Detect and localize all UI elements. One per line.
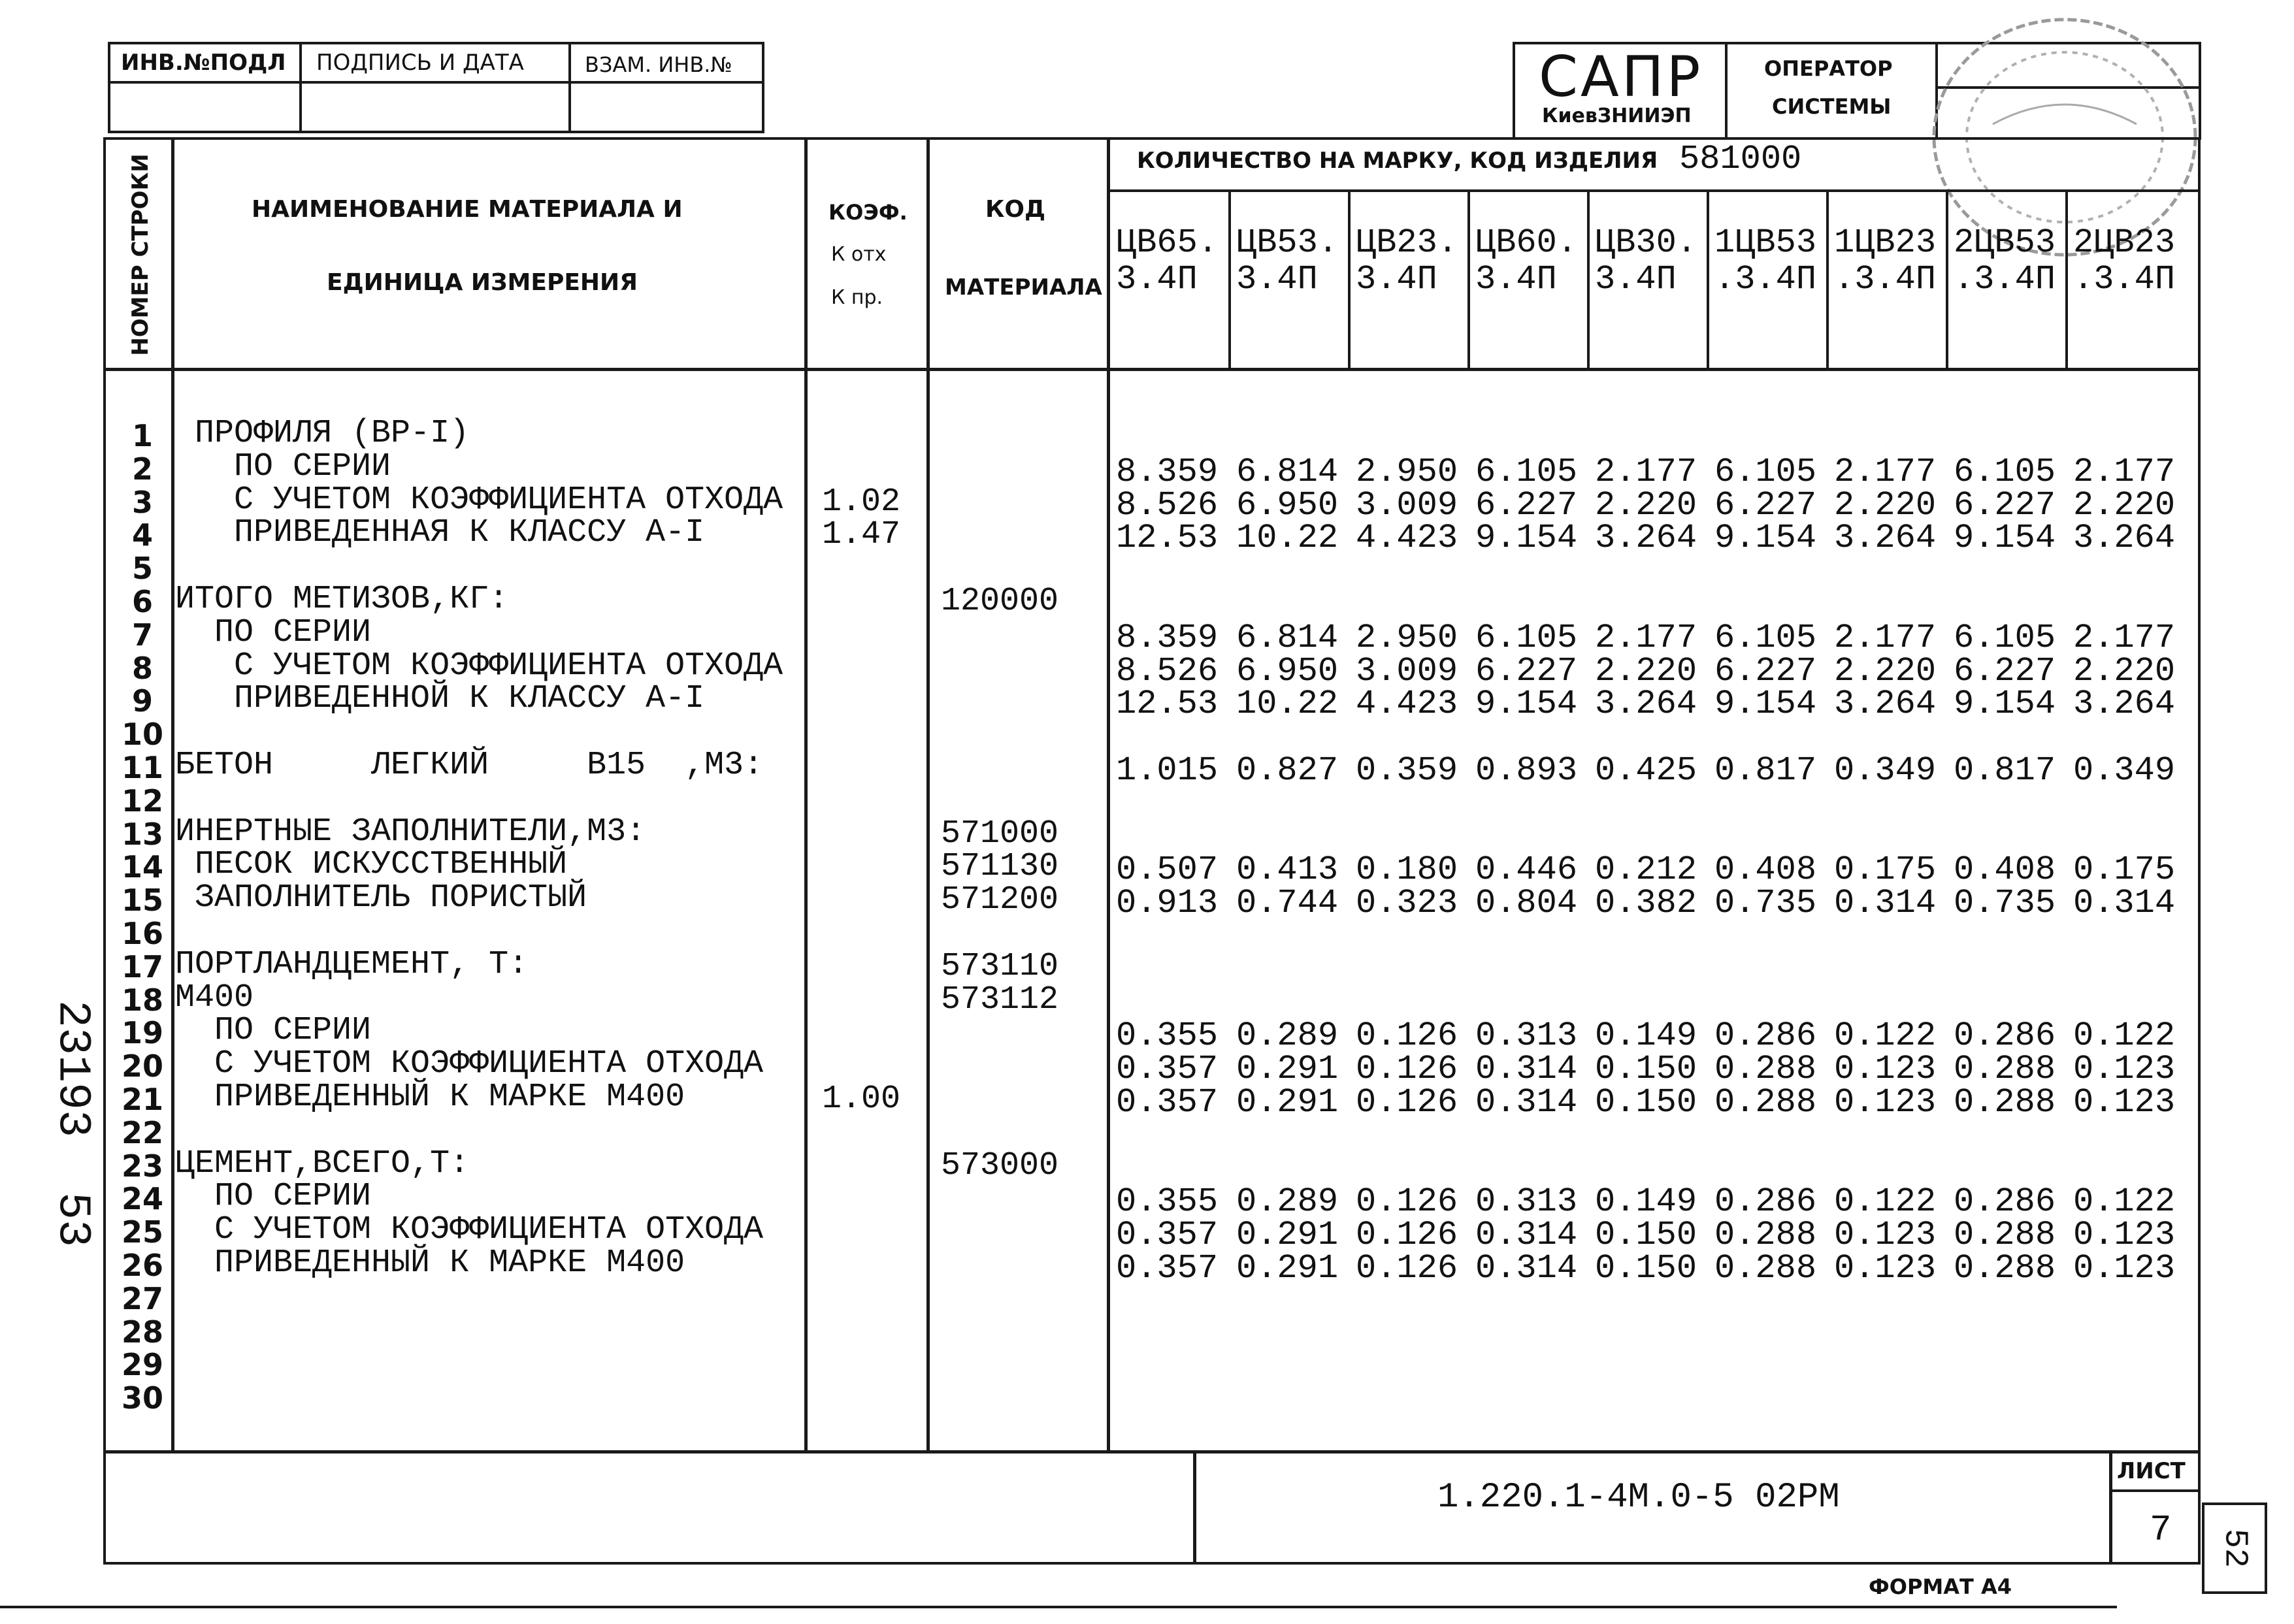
material-name: БЕТОН ЛЕГКИЙ В15 ,М3: bbox=[175, 747, 764, 784]
material-name: ЗАПОЛНИТЕЛЬ ПОРИСТЫЙ bbox=[175, 879, 587, 917]
quantity-cell: 6.227 bbox=[1475, 486, 1578, 525]
quantity-cell: 9.154 bbox=[1714, 519, 1817, 557]
quantity-cell: 8.526 bbox=[1116, 652, 1219, 690]
quantity-cell: 0.744 bbox=[1236, 884, 1339, 922]
mark-header: 2ЦВ53 bbox=[1954, 223, 2056, 262]
quantity-cell: 0.289 bbox=[1236, 1016, 1339, 1055]
quantity-cell: 0.357 bbox=[1116, 1249, 1219, 1288]
quantity-cell: 0.122 bbox=[1834, 1182, 1937, 1221]
quantity-cell: 9.154 bbox=[1475, 685, 1578, 723]
header-code-line2: МАТЕРИАЛА bbox=[945, 274, 1102, 300]
quantity-cell: 0.288 bbox=[1954, 1050, 2056, 1088]
quantity-cell: 2.950 bbox=[1356, 619, 1458, 657]
quantity-cell: 6.105 bbox=[1714, 453, 1817, 491]
material-name: ПРИВЕДЕННОЙ К КЛАССУ А-I bbox=[175, 680, 705, 717]
quantity-cell: 0.735 bbox=[1954, 884, 2056, 922]
quantity-cell: 0.827 bbox=[1236, 751, 1339, 790]
quantity-cell: 0.313 bbox=[1475, 1182, 1578, 1221]
quantity-cell: 0.180 bbox=[1356, 851, 1458, 889]
quantity-cell: 0.804 bbox=[1475, 884, 1578, 922]
material-name: ПОРТЛАНДЦЕМЕНТ, Т: bbox=[175, 946, 529, 983]
row-number: 13 bbox=[121, 817, 163, 852]
row-number: 18 bbox=[121, 983, 163, 1018]
material-name: ПО СЕРИИ bbox=[175, 448, 391, 485]
quantity-cell: 0.288 bbox=[1714, 1216, 1817, 1254]
row-number: 29 bbox=[121, 1347, 163, 1382]
row-number: 15 bbox=[121, 883, 163, 918]
quantity-cell: 0.288 bbox=[1954, 1249, 2056, 1288]
mark-header: ЦВ60. bbox=[1475, 223, 1578, 262]
quantity-cell: 4.423 bbox=[1356, 519, 1458, 557]
quantity-cell: 0.150 bbox=[1595, 1083, 1697, 1122]
quantity-cell: 0.286 bbox=[1714, 1016, 1817, 1055]
quantity-cell: 0.288 bbox=[1954, 1083, 2056, 1122]
quantity-cell: 6.227 bbox=[1954, 652, 2056, 690]
quantity-cell: 12.53 bbox=[1116, 519, 1219, 557]
quantity-cell: 2.950 bbox=[1356, 453, 1458, 491]
sheet-label: ЛИСТ bbox=[2117, 1458, 2186, 1484]
quantity-cell: 0.291 bbox=[1236, 1050, 1339, 1088]
row-number: 25 bbox=[121, 1214, 163, 1250]
material-name: ИТОГО МЕТИЗОВ,КГ: bbox=[175, 581, 509, 618]
quantity-cell: 3.264 bbox=[1595, 519, 1697, 557]
material-name: М400 bbox=[175, 979, 254, 1016]
header-coef-line2: К отх bbox=[831, 243, 887, 266]
header-coef-line3: К пр. bbox=[831, 286, 883, 309]
material-name: ПО СЕРИИ bbox=[175, 1178, 372, 1215]
quantity-cell: 0.817 bbox=[1714, 751, 1817, 790]
quantity-cell: 0.735 bbox=[1714, 884, 1817, 922]
material-name: ПО СЕРИИ bbox=[175, 614, 372, 651]
quantity-cell: 0.289 bbox=[1236, 1182, 1339, 1221]
quantity-cell: 0.408 bbox=[1954, 851, 2056, 889]
row-number: 4 bbox=[131, 517, 153, 553]
quantity-cell: 0.123 bbox=[1834, 1050, 1937, 1088]
quantity-cell: 0.314 bbox=[1475, 1216, 1578, 1254]
quantity-cell: 2.220 bbox=[1834, 652, 1937, 690]
sapr-org: КиевЗНИИЭП bbox=[1542, 105, 1692, 127]
quantity-cell: 3.264 bbox=[1595, 685, 1697, 723]
row-number: 9 bbox=[131, 683, 153, 719]
quantity-cell: 0.286 bbox=[1954, 1182, 2056, 1221]
quantity-cell: 6.105 bbox=[1954, 619, 2056, 657]
quantity-cell: 0.126 bbox=[1356, 1016, 1458, 1055]
quantity-cell: 0.123 bbox=[1834, 1249, 1937, 1288]
format-label: ФОРМАТ А4 bbox=[1869, 1574, 2012, 1599]
quantity-cell: 0.126 bbox=[1356, 1182, 1458, 1221]
row-number: 12 bbox=[121, 783, 163, 819]
quantity-cell: 12.53 bbox=[1116, 685, 1219, 723]
quantity-cell: 2.220 bbox=[2073, 486, 2176, 525]
quantity-cell: 8.526 bbox=[1116, 486, 1219, 525]
quantity-cell: 0.126 bbox=[1356, 1216, 1458, 1254]
quantity-cell: 3.264 bbox=[2073, 519, 2176, 557]
quantity-cell: 0.288 bbox=[1714, 1050, 1817, 1088]
quantity-cell: 0.408 bbox=[1714, 851, 1817, 889]
quantity-cell: 0.122 bbox=[1834, 1016, 1937, 1055]
quantity-cell: 0.893 bbox=[1475, 751, 1578, 790]
quantity-cell: 6.227 bbox=[1714, 652, 1817, 690]
quantity-cell: 0.314 bbox=[1475, 1249, 1578, 1288]
mark-header: 3.4П bbox=[1475, 260, 1557, 299]
quantity-cell: 0.314 bbox=[1475, 1050, 1578, 1088]
quantity-cell: 0.314 bbox=[1475, 1083, 1578, 1122]
mark-header: 3.4П bbox=[1356, 260, 1437, 299]
mark-header: ЦВ23. bbox=[1356, 223, 1458, 262]
quantity-cell: 0.286 bbox=[1954, 1016, 2056, 1055]
quantity-cell: 9.154 bbox=[1954, 685, 2056, 723]
header-coef-line1: КОЭФ. bbox=[828, 200, 908, 225]
row-number: 26 bbox=[121, 1248, 163, 1283]
sapr-title: САПР bbox=[1539, 44, 1703, 110]
material-name: ЦЕМЕНТ,ВСЕГО,Т: bbox=[175, 1145, 470, 1182]
quantity-cell: 4.423 bbox=[1356, 685, 1458, 723]
mark-header: ЦВ30. bbox=[1595, 223, 1697, 262]
quantity-cell: 0.286 bbox=[1714, 1182, 1817, 1221]
mark-header: 2ЦВ23 bbox=[2073, 223, 2176, 262]
material-name: ПРИВЕДЕННЫЙ К МАРКЕ М400 bbox=[175, 1079, 685, 1116]
margin-number: 23193 53 bbox=[46, 999, 98, 1248]
material-name: ПРИВЕДЕННЫЙ К МАРКЕ М400 bbox=[175, 1244, 685, 1282]
material-code: 573000 bbox=[941, 1147, 1059, 1184]
material-name: ПРИВЕДЕННАЯ К КЛАССУ А-I bbox=[175, 514, 705, 551]
quantity-cell: 2.177 bbox=[1595, 453, 1697, 491]
row-number: 20 bbox=[121, 1048, 163, 1084]
row-number: 30 bbox=[121, 1380, 163, 1416]
row-number: 10 bbox=[121, 717, 163, 752]
row-number: 1 bbox=[131, 418, 153, 453]
quantity-cell: 6.814 bbox=[1236, 619, 1339, 657]
quantity-cell: 0.122 bbox=[2073, 1182, 2176, 1221]
quantity-cell: 6.105 bbox=[1714, 619, 1817, 657]
quantity-cell: 8.359 bbox=[1116, 453, 1219, 491]
row-number: 17 bbox=[121, 949, 163, 984]
quantity-cell: 0.150 bbox=[1595, 1050, 1697, 1088]
row-number: 24 bbox=[121, 1181, 163, 1216]
quantity-cell: 2.177 bbox=[2073, 453, 2176, 491]
quantity-cell: 0.291 bbox=[1236, 1249, 1339, 1288]
header-qty-label: КОЛИЧЕСТВО НА МАРКУ, КОД ИЗДЕЛИЯ bbox=[1137, 148, 1658, 174]
quantity-cell: 0.123 bbox=[2073, 1216, 2176, 1254]
material-name: ПО СЕРИИ bbox=[175, 1012, 372, 1049]
quantity-cell: 0.212 bbox=[1595, 851, 1697, 889]
quantity-cell: 2.177 bbox=[1834, 619, 1937, 657]
coefficient-value: 1.02 bbox=[822, 483, 901, 521]
material-code: 573112 bbox=[941, 981, 1059, 1018]
mark-header: ЦВ65. bbox=[1116, 223, 1219, 262]
material-name: С УЧЕТОМ КОЭФФИЦИЕНТА ОТХОДА bbox=[175, 1045, 764, 1082]
mark-header: .3.4П bbox=[1714, 260, 1817, 299]
quantity-cell: 2.177 bbox=[2073, 619, 2176, 657]
quantity-cell: 3.264 bbox=[1834, 519, 1937, 557]
material-code: 571130 bbox=[941, 848, 1059, 885]
header-row-number: НОМЕР СТРОКИ bbox=[127, 154, 154, 356]
quantity-cell: 0.349 bbox=[1834, 751, 1937, 790]
quantity-cell: 3.009 bbox=[1356, 486, 1458, 525]
quantity-cell: 0.357 bbox=[1116, 1083, 1219, 1122]
quantity-cell: 0.123 bbox=[2073, 1249, 2176, 1288]
quantity-cell: 0.126 bbox=[1356, 1050, 1458, 1088]
row-number: 2 bbox=[131, 451, 153, 487]
side-page-number: 52 bbox=[2216, 1528, 2253, 1568]
quantity-cell: 0.175 bbox=[2073, 851, 2176, 889]
row-number: 6 bbox=[131, 584, 153, 619]
quantity-cell: 0.382 bbox=[1595, 884, 1697, 922]
material-code: 120000 bbox=[941, 583, 1059, 620]
mark-header: ЦВ53. bbox=[1236, 223, 1339, 262]
material-name: ИНЕРТНЫЕ ЗАПОЛНИТЕЛИ,М3: bbox=[175, 813, 646, 851]
row-number: 27 bbox=[121, 1281, 163, 1316]
quantity-cell: 9.154 bbox=[1475, 519, 1578, 557]
quantity-cell: 0.126 bbox=[1356, 1249, 1458, 1288]
quantity-cell: 0.288 bbox=[1714, 1249, 1817, 1288]
quantity-cell: 0.123 bbox=[1834, 1216, 1937, 1254]
quantity-cell: 6.814 bbox=[1236, 453, 1339, 491]
quantity-cell: 0.313 bbox=[1475, 1016, 1578, 1055]
quantity-cell: 0.314 bbox=[2073, 884, 2176, 922]
stamp-vzam-inv-label: ВЗАМ. ИНВ.№ bbox=[585, 52, 732, 77]
quantity-cell: 6.950 bbox=[1236, 652, 1339, 690]
quantity-cell: 0.149 bbox=[1595, 1016, 1697, 1055]
header-product-code: 581000 bbox=[1679, 140, 1802, 178]
quantity-cell: 0.446 bbox=[1475, 851, 1578, 889]
quantity-cell: 0.123 bbox=[2073, 1083, 2176, 1122]
row-number: 3 bbox=[131, 485, 153, 520]
quantity-cell: 3.264 bbox=[2073, 685, 2176, 723]
quantity-cell: 10.22 bbox=[1236, 685, 1339, 723]
quantity-cell: 6.105 bbox=[1475, 453, 1578, 491]
quantity-cell: 0.817 bbox=[1954, 751, 2056, 790]
mark-header: .3.4П bbox=[1954, 260, 2056, 299]
quantity-cell: 0.507 bbox=[1116, 851, 1219, 889]
quantity-cell: 6.105 bbox=[1954, 453, 2056, 491]
quantity-cell: 2.220 bbox=[1595, 652, 1697, 690]
mark-header: 3.4П bbox=[1236, 260, 1318, 299]
quantity-cell: 0.291 bbox=[1236, 1083, 1339, 1122]
row-number: 11 bbox=[121, 750, 163, 785]
row-number: 21 bbox=[121, 1082, 163, 1117]
quantity-cell: 8.359 bbox=[1116, 619, 1219, 657]
quantity-cell: 0.123 bbox=[2073, 1050, 2176, 1088]
quantity-cell: 0.357 bbox=[1116, 1050, 1219, 1088]
quantity-cell: 0.150 bbox=[1595, 1249, 1697, 1288]
row-number: 22 bbox=[121, 1115, 163, 1150]
quantity-cell: 0.288 bbox=[1714, 1083, 1817, 1122]
quantity-cell: 6.227 bbox=[1475, 652, 1578, 690]
quantity-cell: 0.122 bbox=[2073, 1016, 2176, 1055]
quantity-cell: 0.413 bbox=[1236, 851, 1339, 889]
mark-header: 3.4П bbox=[1116, 260, 1198, 299]
row-number: 7 bbox=[131, 617, 153, 653]
row-number: 23 bbox=[121, 1148, 163, 1184]
stamp-podpis-data-label: ПОДПИСЬ И ДАТА bbox=[316, 50, 524, 76]
title-block bbox=[103, 1450, 2201, 1565]
quantity-cell: 0.425 bbox=[1595, 751, 1697, 790]
quantity-cell: 0.175 bbox=[1834, 851, 1937, 889]
sheet-number: 7 bbox=[2150, 1509, 2172, 1551]
quantity-cell: 0.323 bbox=[1356, 884, 1458, 922]
row-number: 16 bbox=[121, 916, 163, 951]
header-name-line2: ЕДИНИЦА ИЗМЕРЕНИЯ bbox=[327, 269, 638, 296]
quantity-cell: 0.126 bbox=[1356, 1083, 1458, 1122]
quantity-cell: 9.154 bbox=[1714, 685, 1817, 723]
sapr-system: СИСТЕМЫ bbox=[1772, 94, 1892, 119]
sapr-operator: ОПЕРАТОР bbox=[1764, 56, 1893, 81]
doc-code: 1.220.1-4М.0-5 02РМ bbox=[1437, 1478, 1840, 1518]
quantity-cell: 0.149 bbox=[1595, 1182, 1697, 1221]
material-name: С УЧЕТОМ КОЭФФИЦИЕНТА ОТХОДА bbox=[175, 647, 783, 685]
row-number: 5 bbox=[131, 551, 153, 586]
quantity-cell: 6.227 bbox=[1714, 486, 1817, 525]
quantity-cell: 0.355 bbox=[1116, 1182, 1219, 1221]
quantity-cell: 0.357 bbox=[1116, 1216, 1219, 1254]
quantity-cell: 10.22 bbox=[1236, 519, 1339, 557]
header-name-line1: НАИМЕНОВАНИЕ МАТЕРИАЛА И bbox=[252, 196, 683, 223]
quantity-cell: 0.349 bbox=[2073, 751, 2176, 790]
quantity-cell: 0.291 bbox=[1236, 1216, 1339, 1254]
quantity-cell: 0.913 bbox=[1116, 884, 1219, 922]
quantity-cell: 6.227 bbox=[1954, 486, 2056, 525]
quantity-cell: 0.314 bbox=[1834, 884, 1937, 922]
coefficient-value: 1.00 bbox=[822, 1080, 901, 1118]
material-name: С УЧЕТОМ КОЭФФИЦИЕНТА ОТХОДА bbox=[175, 481, 783, 519]
mark-header: 1ЦВ23 bbox=[1834, 223, 1937, 262]
mark-header: 1ЦВ53 bbox=[1714, 223, 1817, 262]
material-code: 573110 bbox=[941, 948, 1059, 985]
quantity-cell: 2.220 bbox=[1595, 486, 1697, 525]
header-code-line1: КОД bbox=[985, 196, 1046, 223]
quantity-cell: 0.359 bbox=[1356, 751, 1458, 790]
quantity-cell: 1.015 bbox=[1116, 751, 1219, 790]
quantity-cell: 0.355 bbox=[1116, 1016, 1219, 1055]
mark-header: 3.4П bbox=[1595, 260, 1677, 299]
quantity-cell: 3.264 bbox=[1834, 685, 1937, 723]
stamp-inv-podl-label: ИНВ.№ПОДЛ bbox=[121, 50, 286, 76]
quantity-cell: 0.288 bbox=[1954, 1216, 2056, 1254]
row-number: 8 bbox=[131, 651, 153, 686]
mark-header: .3.4П bbox=[2073, 260, 2176, 299]
quantity-cell: 3.009 bbox=[1356, 652, 1458, 690]
row-number: 19 bbox=[121, 1015, 163, 1050]
quantity-cell: 6.105 bbox=[1475, 619, 1578, 657]
quantity-cell: 0.150 bbox=[1595, 1216, 1697, 1254]
quantity-cell: 2.177 bbox=[1834, 453, 1937, 491]
quantity-cell: 9.154 bbox=[1954, 519, 2056, 557]
quantity-cell: 0.123 bbox=[1834, 1083, 1937, 1122]
material-name: ПЕСОК ИСКУССТВЕННЫЙ bbox=[175, 846, 568, 883]
mark-header: .3.4П bbox=[1834, 260, 1937, 299]
quantity-cell: 2.177 bbox=[1595, 619, 1697, 657]
quantity-cell: 6.950 bbox=[1236, 486, 1339, 525]
row-number: 28 bbox=[121, 1314, 163, 1350]
material-code: 571000 bbox=[941, 815, 1059, 853]
row-number: 14 bbox=[121, 849, 163, 885]
material-name: ПРОФИЛЯ (ВР-I) bbox=[175, 415, 470, 452]
quantity-cell: 2.220 bbox=[1834, 486, 1937, 525]
material-code: 571200 bbox=[941, 881, 1059, 918]
material-name: С УЧЕТОМ КОЭФФИЦИЕНТА ОТХОДА bbox=[175, 1211, 764, 1248]
coefficient-value: 1.47 bbox=[822, 516, 901, 553]
quantity-cell: 2.220 bbox=[2073, 652, 2176, 690]
